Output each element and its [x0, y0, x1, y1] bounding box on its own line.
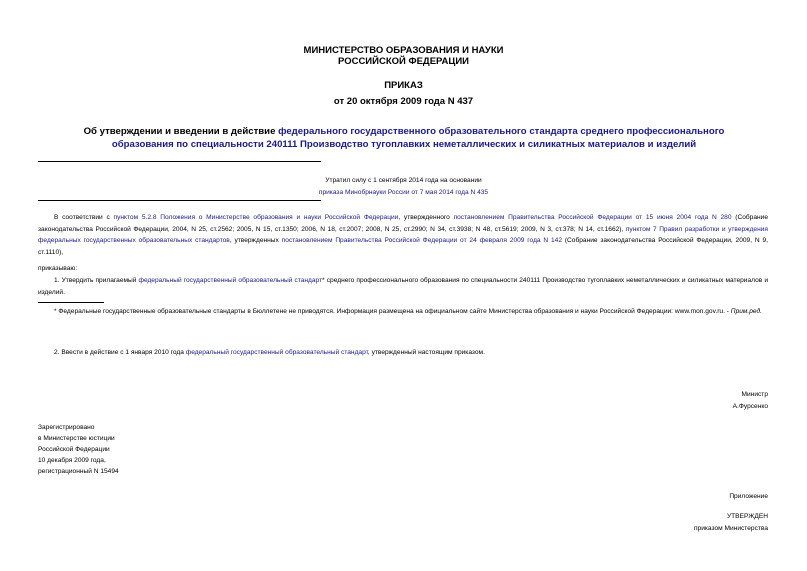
registration-line-3: Российской Федерации — [38, 446, 110, 453]
registration-line-2: в Министерстве юстиции — [38, 435, 115, 442]
document-date-number: от 20 октября 2009 года N 437 — [333, 96, 474, 107]
item-2-text-2: , утвержденный настоящим приказом. — [367, 349, 485, 356]
title-link[interactable]: федерального государственного образовательного стандарта среднего профессионального образования по специальности 240111 Производство тугоплавких неметаллических и силикатных материалов и изделий — [111, 126, 725, 150]
ministry-line-1: МИНИСТЕРСТВО ОБРАЗОВАНИЯ И НАУКИ — [303, 45, 504, 56]
preamble-link-rules-item-7[interactable]: пунктом 7 Правил разработки и утверждения федеральных государственных образовательных стандартов — [38, 225, 768, 244]
approval-by: приказом Министерства — [693, 525, 768, 532]
status-note — [260, 175, 547, 199]
ministry-line-2: РОССИЙСКОЙ ФЕДЕРАЦИИ — [337, 56, 469, 67]
item-1-text-2: * среднего профессионального образования по специальности 240111 Производство тугоплавких неметаллических и силикатных материалов и изделий. — [38, 277, 768, 296]
registration-block — [38, 422, 119, 477]
footnote-divider — [38, 302, 104, 303]
item-1-text-1: 1. Утвердить прилагаемый — [54, 277, 139, 284]
footnote-editor-note: Прим.ред. — [730, 308, 762, 315]
item-2-paragraph — [38, 347, 768, 359]
registration-line-4: 10 декабря 2009 года, — [38, 457, 106, 464]
registration-line-1: Зарегистрировано — [38, 424, 95, 431]
title-prefix: Об утверждении и введении в действие — [83, 126, 279, 137]
preamble-text-2: , утвержденного — [398, 214, 454, 221]
footnote — [38, 306, 768, 318]
preamble-text-5: (Собрание законодательства Российской Федерации, 2009, N 9, ст.1110), — [38, 237, 768, 256]
divider-bottom — [38, 200, 321, 201]
footnote-text: * Федеральные государственные образовательные стандарты в Бюллетене не приводятся. Информация размещена на официальном сайте Министерства образования и науки Российской Федерации: www.mon.gov.ru. - — [54, 308, 731, 315]
preamble-paragraph — [38, 212, 768, 258]
divider-top — [38, 161, 321, 162]
preamble-text-1: В соответствии с — [54, 214, 114, 221]
preamble-link-resolution-142[interactable]: постановлением Правительства Российской Федерации от 24 февраля 2009 года N 142 — [281, 237, 563, 244]
item-2-text-1: 2. Ввести в действие с 1 января 2010 года — [54, 349, 186, 356]
appendix-label: Приложение — [729, 493, 768, 500]
order-word: приказываю: — [38, 265, 78, 272]
status-line: Утратил силу с 1 сентября 2014 года на основании — [325, 177, 482, 184]
item-1-standard-link[interactable]: федеральный государственный образовательный стандарт — [138, 277, 323, 284]
preamble-link-resolution-280[interactable]: постановлением Правительства Российской Федерации от 15 июня 2004 года N 280 — [453, 214, 732, 221]
registration-line-5: регистрационный N 15494 — [38, 468, 119, 475]
approval-word: УТВЕРЖДЕН — [726, 513, 768, 520]
preamble-text-3: (Собрание законодательства Российской Федерации, 2004, N 25, ст.2562; 2005, N 15, ст.1350; 2006, N 18, ст.2007; 2008, N 25, ст.2990; N 34, ст.3938; N 48, ст.5619; 2009, N 3, ст.378; N 14, ст.1662), — [38, 214, 768, 233]
signature-name: А.Фурсенко — [732, 402, 768, 410]
document-type: ПРИКАЗ — [384, 80, 423, 91]
item-2-standard-link[interactable]: федеральный государственный образовательный стандарт — [185, 349, 368, 356]
preamble-link-regulation[interactable]: пунктом 5.2.8 Положения о Министерстве образования и науки Российской Федерации — [113, 214, 399, 221]
approval-block — [568, 511, 768, 535]
status-link[interactable]: приказа Минобрнауки России от 7 мая 2014 года N 435 — [318, 189, 489, 196]
document-title — [60, 125, 748, 151]
signature-block — [568, 389, 768, 412]
signature-position: Министр — [741, 391, 768, 398]
preamble-text-4: , утвержденных — [229, 237, 282, 244]
item-1-paragraph — [38, 275, 768, 298]
